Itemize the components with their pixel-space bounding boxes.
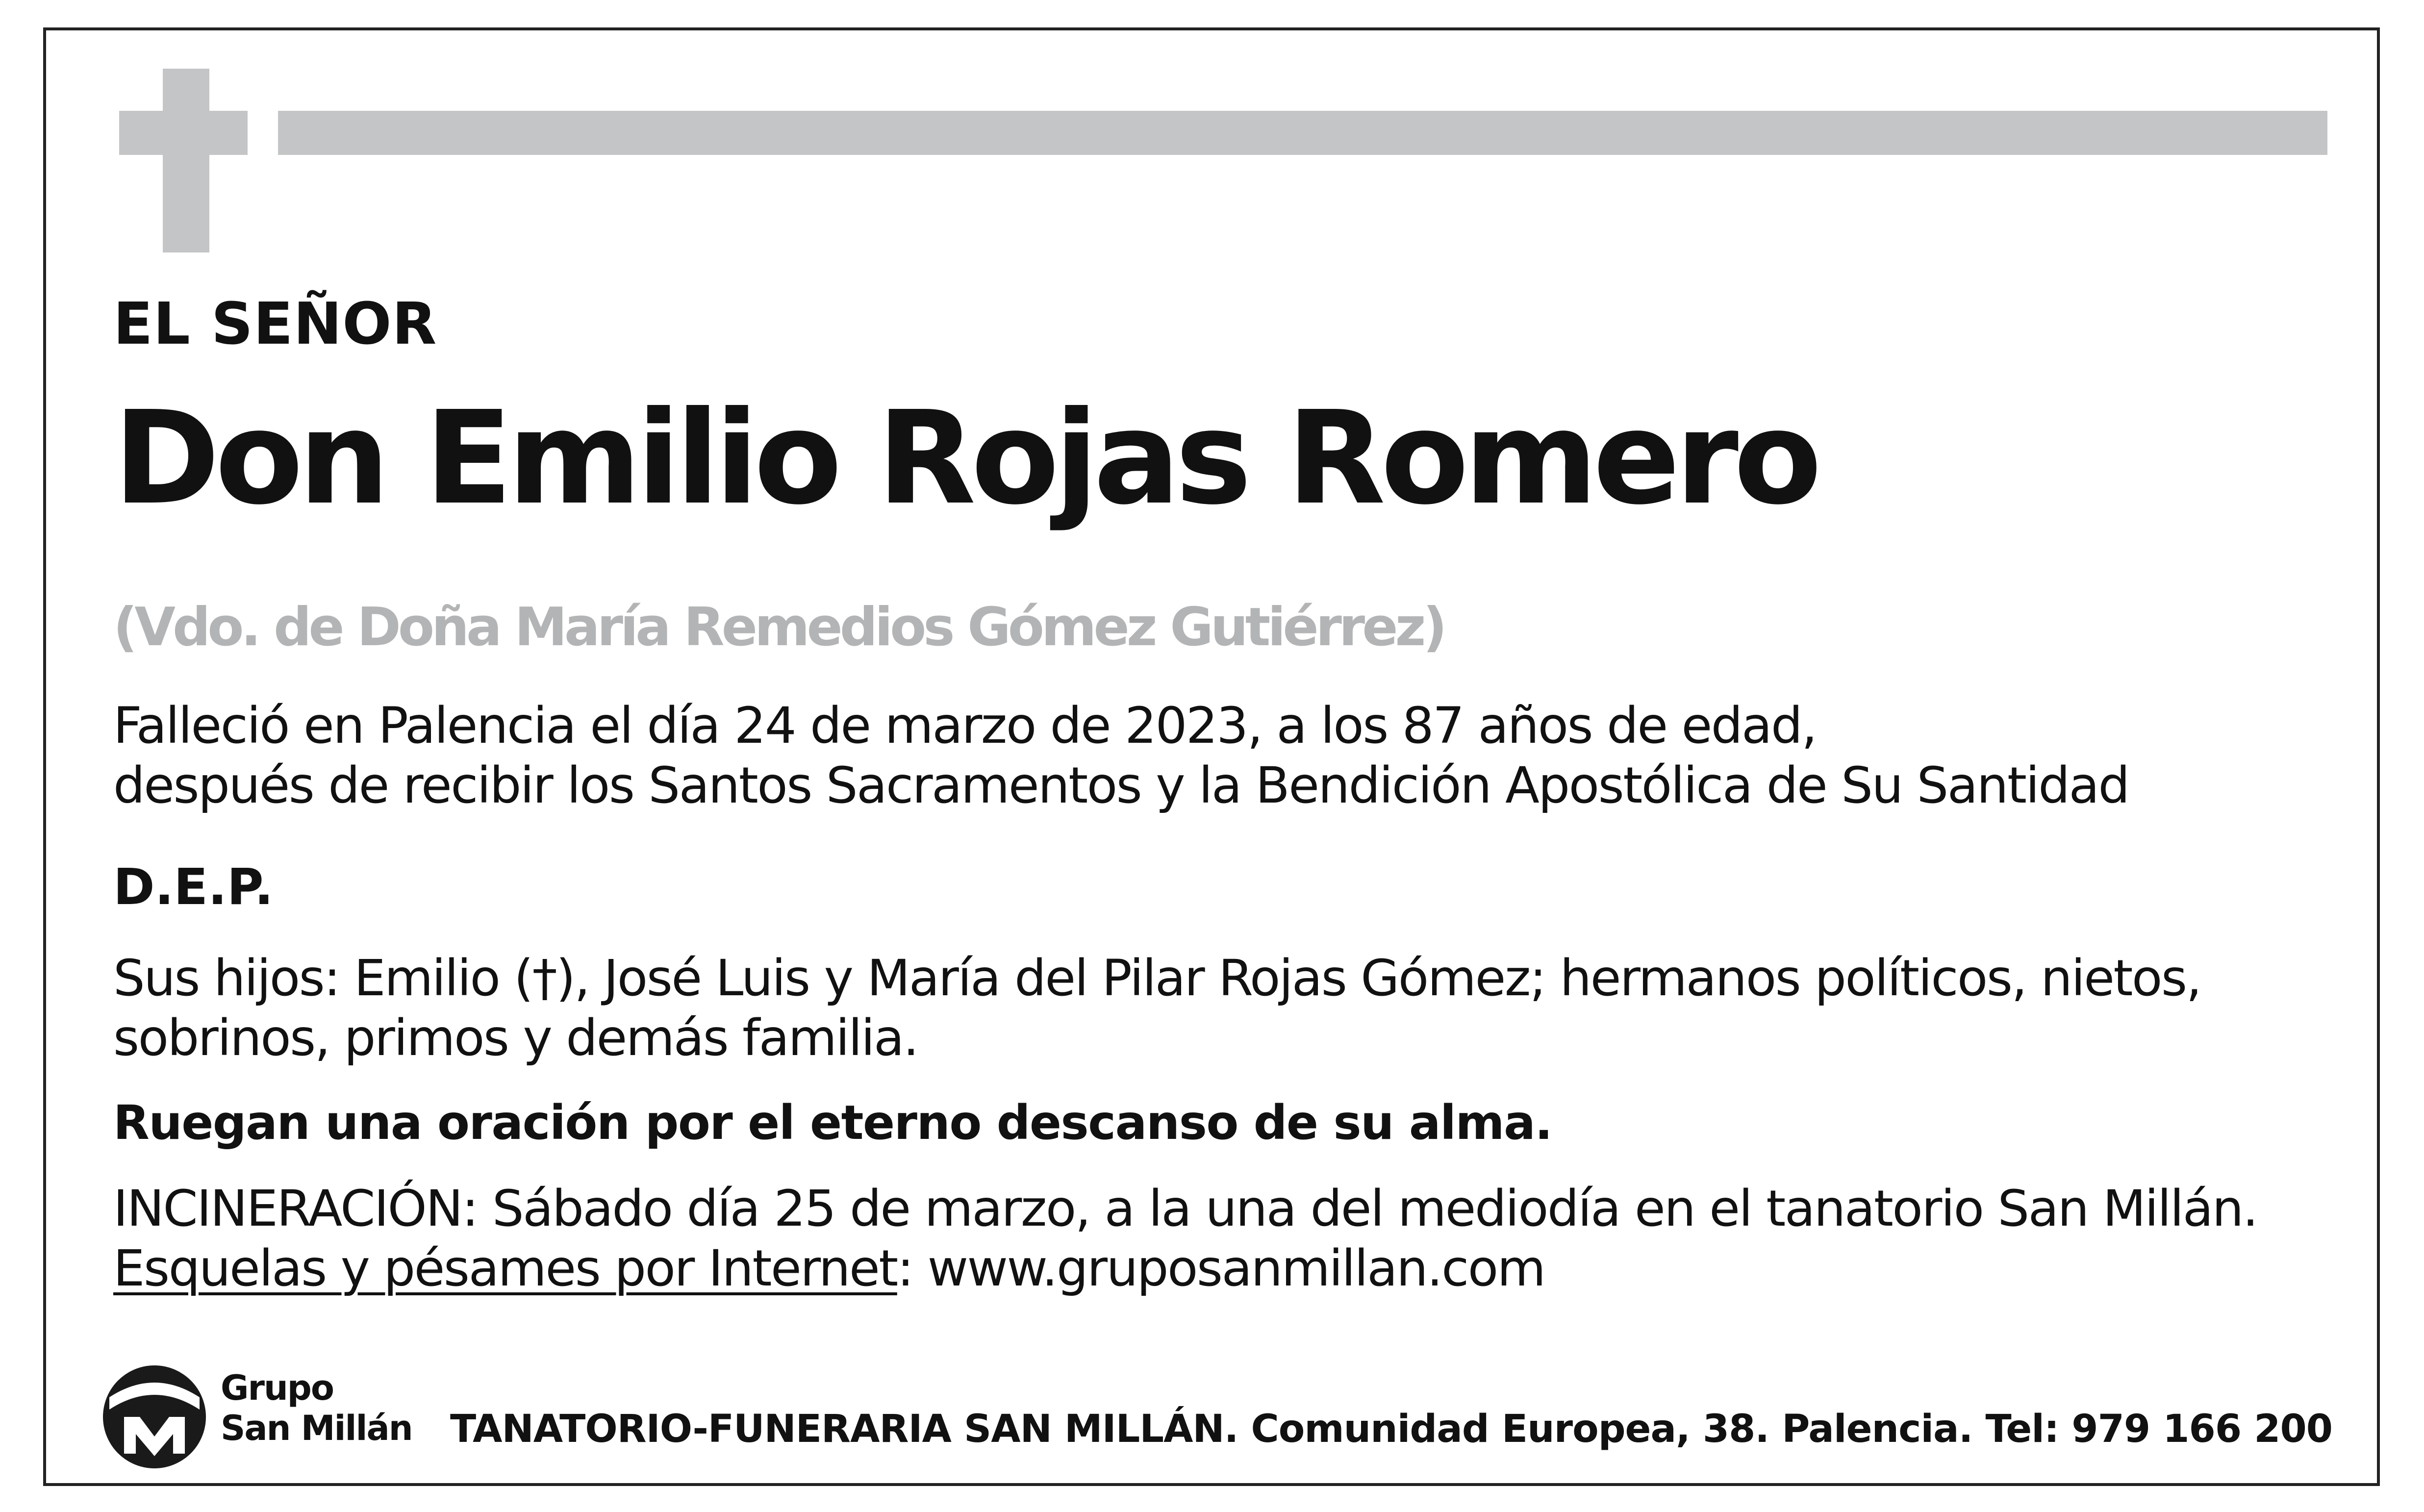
cross-icon-vertical [163, 69, 209, 252]
prayer-line: Ruegan una oración por el eterno descanso de su alma. [113, 1095, 1552, 1150]
logo-line-2: San Millán [221, 1408, 412, 1448]
footer-address: TANATORIO-FUNERARIA SAN MILLÁN. Comunidad Europea, 38. Palencia. Tel: 979 166 200 [450, 1407, 2333, 1451]
internet-line [113, 1239, 2257, 1299]
internet-url-link[interactable]: www.gruposanmillan.com [927, 1239, 1545, 1298]
grupo-san-millan-logo-icon [101, 1363, 208, 1471]
cross-icon-horizontal [119, 111, 248, 155]
logo-wordmark [221, 1368, 412, 1448]
deceased-name: Don Emilio Rojas Romero [113, 383, 1817, 533]
ceremony-paragraph [113, 1179, 2257, 1299]
family-line-2: sobrinos, primos y demás familia. [113, 1009, 918, 1067]
title-honorific: EL SEÑOR [113, 290, 437, 357]
logo-line-1: Grupo [221, 1368, 334, 1408]
header-bar [278, 111, 2327, 155]
internet-label-link[interactable]: Esquelas y pésames por Internet [113, 1239, 897, 1298]
family-line-1: Sus hijos: Emilio (†), José Luis y María del Pilar Rojas Gómez; hermanos políticos, nietos, [113, 949, 2201, 1008]
widow-of-line: (Vdo. de Doña María Remedios Gómez Gutiérrez) [113, 597, 1444, 658]
dep-label: D.E.P. [113, 858, 274, 916]
internet-separator: : [897, 1239, 913, 1298]
death-line-1: Falleció en Palencia el día 24 de marzo de 2023, a los 87 años de edad, [113, 697, 1817, 755]
family-paragraph [113, 949, 2201, 1068]
death-line-2: después de recibir los Santos Sacramentos y la Bendición Apostólica de Su Santidad [113, 756, 2129, 815]
death-paragraph [113, 696, 2129, 816]
ceremony-line: INCINERACIÓN: Sábado día 25 de marzo, a la una del mediodía en el tanatorio San Millán. [113, 1180, 2257, 1238]
